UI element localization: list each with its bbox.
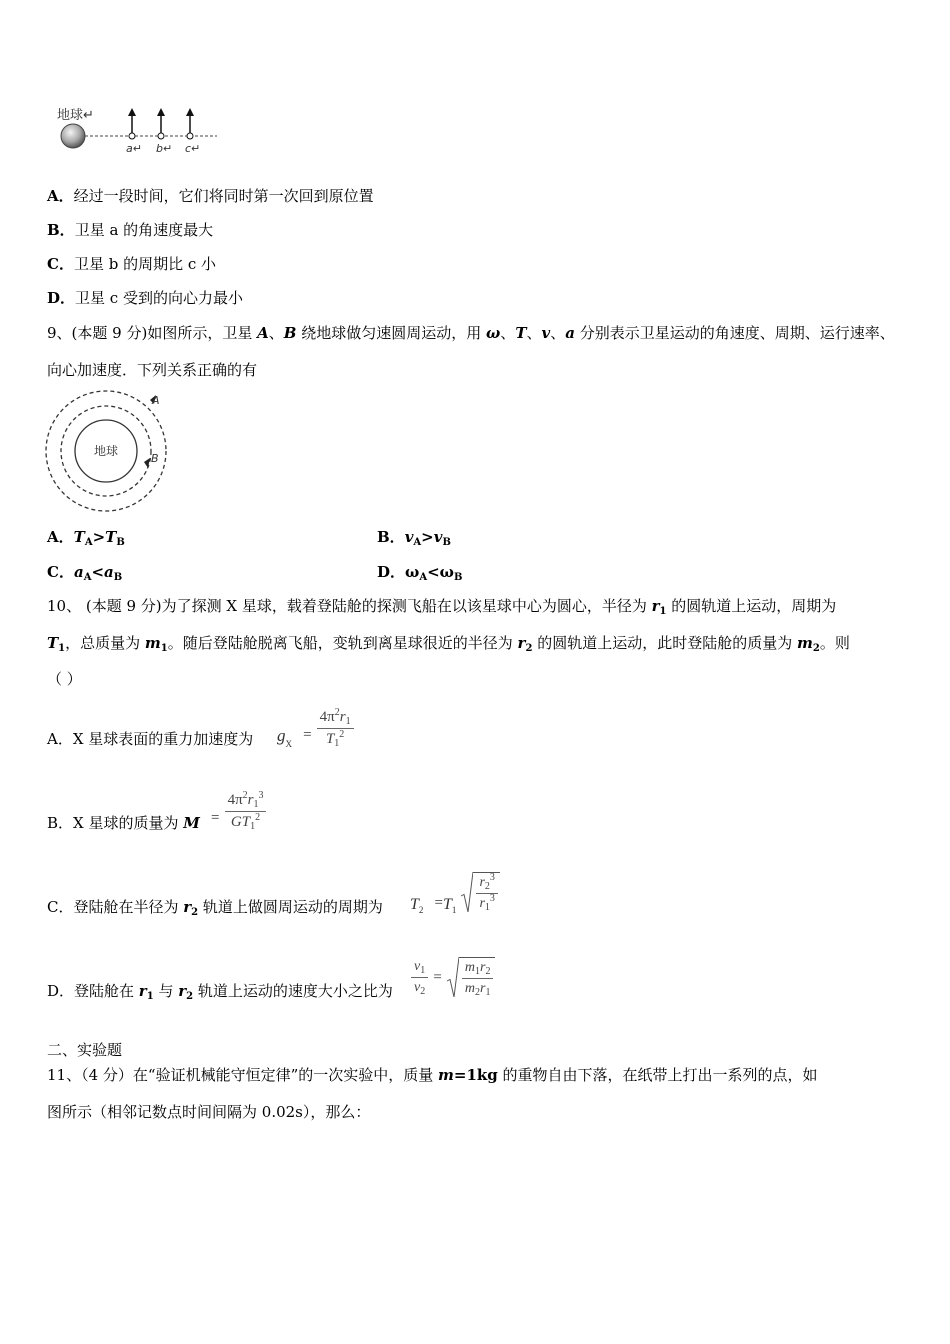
formula-period: $T_2 =T_1$ $\frac{r_2^3}{r_1^3}$: [410, 872, 500, 912]
text: 、: [268, 324, 284, 342]
q10-option-a: [47, 729, 253, 749]
option-text: 卫星 b 的周期比 c 小: [73, 255, 217, 273]
formula-mass: = $\frac{4\pi^2r_1^3}{GT_1^2}$: [211, 788, 266, 827]
section-title: 二、实验题: [47, 1041, 123, 1059]
q8-option-c: [47, 254, 216, 274]
point-c-label: c↵: [185, 142, 201, 155]
satellite-a-arrow: [128, 108, 136, 139]
option-label: C．: [47, 563, 74, 581]
text: 绕地球做匀速圆周运动，用: [296, 324, 486, 342]
sym-T: T: [515, 324, 527, 342]
text: 分别表示卫星运动的角速度、周期、运行速率、: [574, 324, 895, 342]
text: ，总质量为: [65, 634, 145, 652]
q10-stem-line2: $T_1$，总质量为 $m_1$。随后登陆舱脱离飞船，变轨到离星球很近的半径为 $r_2$ 的圆轨道上运动，此时登陆舱的质量为 $m_2$。则: [47, 634, 850, 654]
figure-orbits: [42, 390, 172, 515]
sym-A: A: [257, 324, 269, 342]
orbit-earth-label: 地球: [94, 444, 119, 458]
earth-label: 地球↵: [57, 108, 94, 123]
option-label: C．: [47, 255, 74, 273]
text: 10、 (本题 9 分)为了探测 X 星球，载着登陆舱的探测飞船在以该星球中心为圆心，半径为: [47, 597, 652, 615]
q8-option-b: [47, 220, 213, 240]
orbit-b-label: B: [151, 452, 159, 465]
option-label: B．: [377, 528, 405, 546]
text: 。随后登陆舱脱离飞船，变轨到离星球很近的半径为: [167, 634, 518, 652]
option-label: A．: [47, 528, 74, 546]
option-text: A．X 星球表面的重力加速度为: [47, 730, 254, 748]
option-text: 经过一段时间，它们将同时第一次回到原位置: [73, 187, 374, 205]
option-text: 轨道上做圆周运动的周期为: [198, 898, 383, 916]
option-label: A．: [47, 187, 74, 205]
sym-omega: ω: [486, 324, 501, 342]
point-a-label: a↵: [126, 142, 142, 155]
q9-stem-line1: 9、(本题 9 分)如图所示，卫星 A、B 绕地球做匀速圆周运动，用 ω、T、v、a 分别表示卫星运动的角速度、周期、运行速率、: [47, 324, 895, 342]
satellite-c-arrow: [186, 108, 194, 139]
q11-stem-line2: 图所示（相邻记数点时间间隔为 0.02s），那么：: [47, 1103, 371, 1121]
sym-M: M: [183, 814, 200, 832]
q10-option-c: C．登陆舱在半径为 $r_2$ 轨道上做圆周运动的周期为: [47, 898, 383, 918]
sym-a: a: [565, 324, 575, 342]
formula-gx: $g_X$ = $\frac{4\pi^2r_1}{T_1^2}$: [277, 705, 354, 744]
text: 11、（4 分）在“验证机械能守恒定律”的一次实验中，质量: [47, 1066, 439, 1084]
figure-earth-satellites: [55, 100, 225, 160]
option-label: B．: [47, 221, 75, 239]
q9-option-a: A．$T_A>T_B$: [47, 528, 125, 548]
text: 的重物自由下落，在纸带上打出一系列的点，如: [497, 1066, 818, 1084]
option-text: 卫星 c 受到的向心力最小: [75, 289, 243, 307]
orbit-a-label: A: [152, 394, 160, 407]
q9-stem-line2: 向心加速度．下列关系正确的有: [47, 361, 258, 379]
q8-option-a: [47, 186, 374, 206]
text: 的圆轨道上运动，此时登陆舱的质量为: [532, 634, 797, 652]
option-text: C．登陆舱在半径为: [47, 898, 184, 916]
formula-speed-ratio: $\frac{v_1}{v_2}$ = $\frac{m_1r_2}{m_2r_1}$: [411, 957, 495, 997]
option-label: D．: [47, 289, 76, 307]
q9-option-d: D．$\omega_A<\omega_B$: [377, 563, 463, 583]
option-text: D．登陆舱在: [47, 982, 139, 1000]
q9-option-b: B．$v_A>v_B$: [377, 528, 451, 548]
point-b-label: b↵: [156, 142, 173, 155]
q10-option-d: D．登陆舱在 $r_1$ 与 $r_2$ 轨道上运动的速度大小之比为: [47, 982, 393, 1002]
q9-option-c: C．$a_A<a_B$: [47, 563, 123, 583]
option-text: 与: [153, 982, 179, 1000]
earth-icon: [61, 124, 85, 148]
arrow-b-icon: [144, 458, 150, 468]
text: 9、(本题 9 分)如图所示，卫星: [47, 324, 258, 342]
sym-v: v: [541, 324, 551, 342]
text: 的圆轨道上运动，周期为: [666, 597, 837, 615]
q11-stem-line1: 11、（4 分）在“验证机械能守恒定律”的一次实验中，质量 m=1kg 的重物自由下落，在纸带上打出一系列的点，如: [47, 1066, 818, 1084]
option-text: 轨道上运动的速度大小之比为: [193, 982, 393, 1000]
q8-option-d: [47, 288, 243, 308]
option-text: B．X 星球的质量为: [47, 814, 184, 832]
text: 。则: [819, 634, 850, 652]
satellite-b-arrow: [157, 108, 165, 139]
q10-option-b: [47, 813, 200, 833]
sym-B: B: [283, 324, 297, 342]
q10-stem-line1: 10、 (本题 9 分)为了探测 X 星球，载着登陆舱的探测飞船在以该星球中心为圆心，半径为 $r_1$ 的圆轨道上运动，周期为: [47, 597, 837, 617]
option-label: D．: [377, 563, 406, 581]
option-text: 卫星 a 的角速度最大: [74, 221, 214, 239]
q10-stem-line3: （ ）: [47, 670, 82, 688]
